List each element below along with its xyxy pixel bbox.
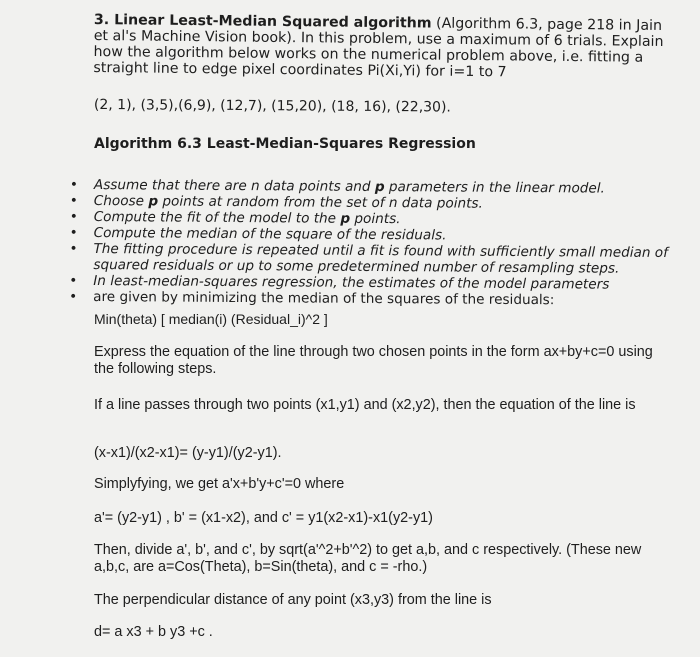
step-item: • In least-median-squares regression, the estimates of the model parameters [93,273,673,293]
problem-heading: 3. Linear Least-Median Squared algorithm [93,12,432,32]
express-paragraph: Express the equation of the line through two chosen points in the form ax+by+c=0 using the following steps. [94,344,653,377]
step-item: • Assume that there are n data points and p parameters in the linear model. [94,177,674,197]
problem-statement [93,12,674,82]
min-expression: Min(theta) [ median(i) (Residual_i)^2 ] [94,311,328,327]
step-item: • Compute the median of the square of the residuals. [94,225,674,245]
two-point-formula: (x-x1)/(x2-x1)= (y-y1)/(y2-y1). [94,445,282,461]
perpendicular-distance-paragraph: The perpendicular distance of any point (x3,y3) from the line is [94,592,492,608]
line-through-points-paragraph: If a line passes through two points (x1,y1) and (x2,y2), then the equation of the line is [94,397,636,413]
step-item: • The fitting procedure is repeated until a fit is found with sufficiently small median of squared residuals or up to some predetermined number of resampling steps. [93,241,673,277]
algorithm-title: Algorithm 6.3 Least-Median-Squares Regression [94,136,476,152]
algorithm-steps [93,177,674,309]
step-item: • Choose p points at random from the set of n data points. [94,193,674,213]
distance-formula: d= a x3 + b y3 +c . [94,624,213,640]
step-item: • are given by minimizing the median of the squares of the residuals: [93,289,673,309]
coefficients-line: a'= (y2-y1) , b' = (x1-x2), and c' = y1(x2-x1)-x1(y2-y1) [94,510,433,526]
data-points: (2, 1), (3,5),(6,9), (12,7), (15,20), (18, 16), (22,30). [93,97,451,116]
normalize-paragraph: Then, divide a', b', and c', by sqrt(a'^2+b'^2) to get a,b, and c respectively. (These new a,b,c, are a=Cos(Theta), b=Sin(theta), and c = -rho.) [94,542,642,575]
simplify-paragraph: Simplyfying, we get a'x+b'y+c'=0 where [94,476,345,492]
step-item: • Compute the fit of the model to the p points. [94,209,674,229]
problem-text: (Algorithm 6.3, page 218 in Jain et al's Machine Vision book). In this problem, use a maximum of 6 trials. Explain how the algorithm below works on the numerical problem above, i.e. fitting a straight line to edge pixel coordinates Pi(Xi,Yi) for i=1 to 7 [93,15,664,81]
